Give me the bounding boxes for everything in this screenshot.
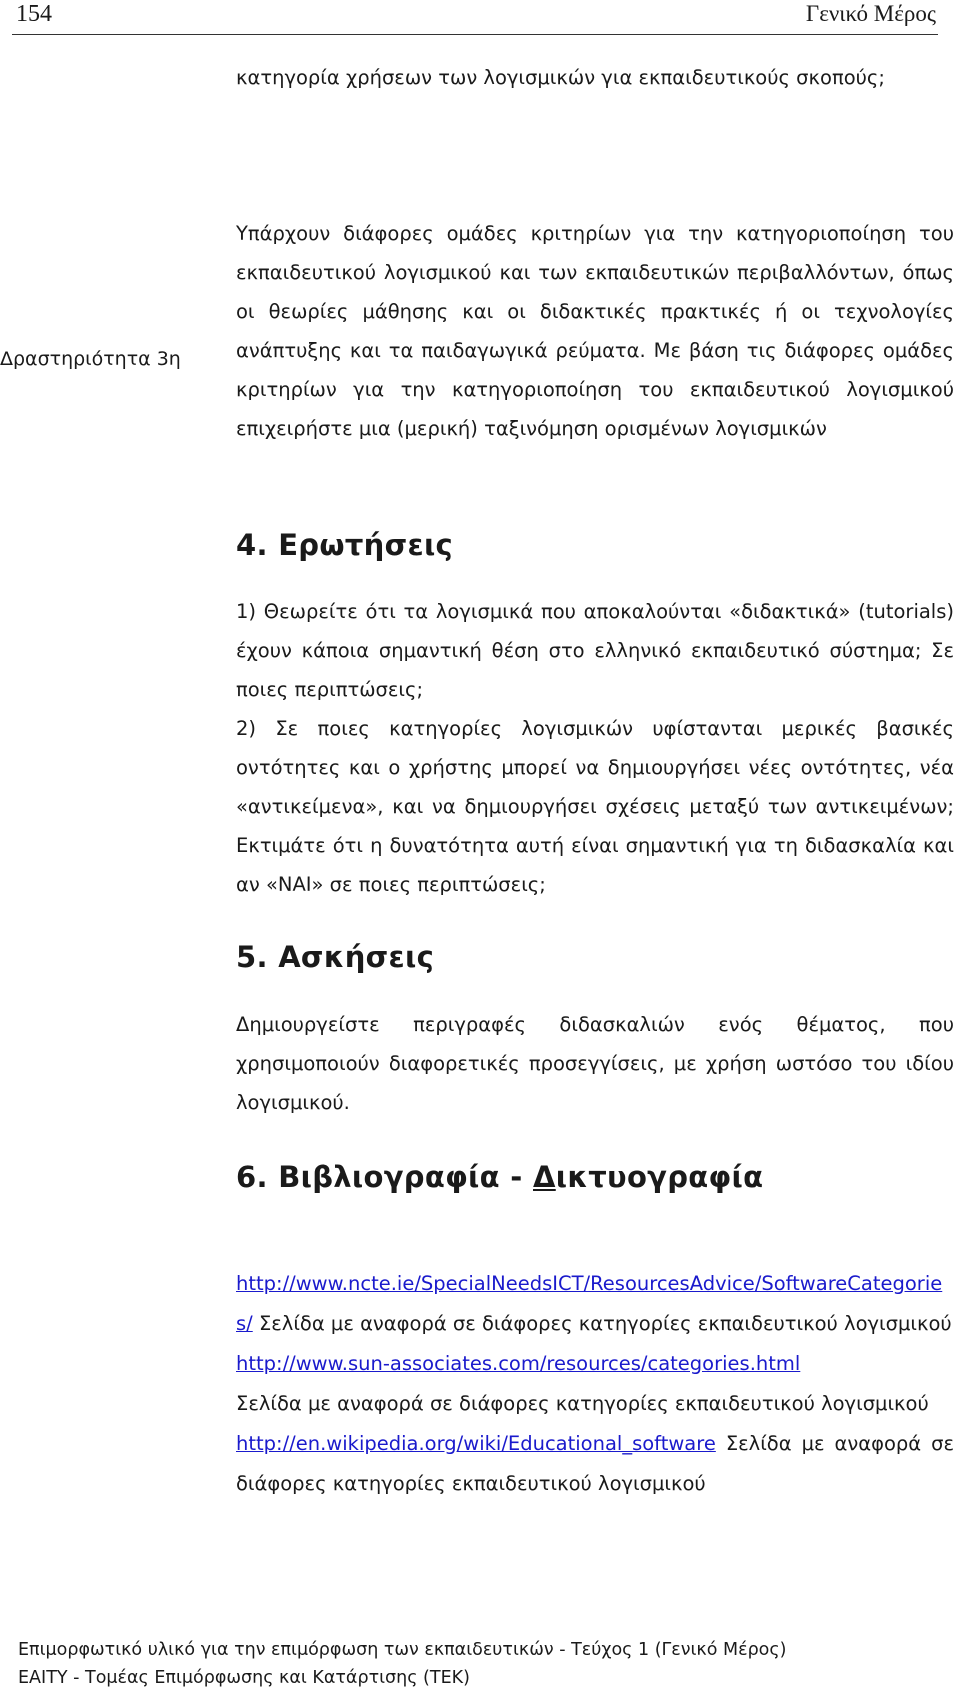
reference-link[interactable]: http://en.wikipedia.org/wiki/Educational_software <box>236 1432 716 1455</box>
section-name: Γενικό Μέρος <box>805 1 936 26</box>
exercises-heading: 5. Ασκήσεις <box>236 940 435 974</box>
bibliography-heading-d: Δ <box>533 1160 556 1194</box>
questions-heading: 4. Ερωτήσεις <box>236 528 454 562</box>
bibliography-heading <box>236 1160 763 1194</box>
question-2: 2) Σε ποιες κατηγορίες λογισμικών υφίστανται μερικές βασικές οντότητες και ο χρήστης μπορεί να δημιουργήσει νέες οντότητες, νέα «αντικείμενα», και να δημιουργήσει σχέσεις μεταξύ των αντικειμένων; Εκτιμάτε ότι η δυνατότητα αυτή είναι σημαντική για τη διδασκαλία και αν «ΝΑΙ» σε ποιες περιπτώσεις; <box>236 717 954 896</box>
reference-link[interactable]: http://www.ncte.ie/SpecialNeedsICT/ResourcesAdvice/SoftwareCategories/ <box>236 1272 943 1335</box>
exercises-paragraph: Δημιουργείστε περιγραφές διδασκαλιών ενός θέματος, που χρησιμοποιούν διαφορετικές προσεγγίσεις, με χρήση ωστόσο του ιδίου λογισμικού. <box>236 1013 954 1114</box>
question-1: 1) Θεωρείτε ότι τα λογισμικά που αποκαλούνται «διδακτικά» (tutorials) έχουν κάποια σημαντική θέση στο ελληνικό εκπαιδευτικό σύστημα; Σε ποιες περιπτώσεις; <box>236 600 954 701</box>
reference-description: Σελίδα με αναφορά σε διάφορες κατηγορίες εκπαιδευτικού λογισμικού <box>236 1432 954 1495</box>
reference-description: Σελίδα με αναφορά σε διάφορες κατηγορίες εκπαιδευτικού λογισμικού <box>236 1392 929 1415</box>
activity-block <box>236 214 954 448</box>
bibliography-list <box>236 1264 954 1504</box>
reference-item <box>236 1264 954 1344</box>
exercises-block <box>236 1005 954 1122</box>
reference-item <box>236 1344 954 1424</box>
footer-line-1: Επιμορφωτικό υλικό για την επιμόρφωση των εκπαιδευτικών - Τεύχος 1 (Γενικό Μέρος) <box>18 1640 787 1660</box>
page-header <box>12 0 938 35</box>
activity-paragraph: Υπάρχουν διάφορες ομάδες κριτηρίων για την κατηγοριοποίηση του εκπαιδευτικού λογισμικού και των εκπαιδευτικών περιβαλλόντων, όπως οι θεωρίες μάθησης και οι διδακτικές πρακτικές ή οι τεχνολογίες ανάπτυξης και τα παιδαγωγικά ρεύματα. Με βάση τις διάφορες ομάδες κριτηρίων για την κατηγοριοποίηση του εκπαιδευτικού λογισμικού επιχειρήστε μια (μερική) ταξινόμηση ορισμένων λογισμικών <box>236 222 954 440</box>
page-number: 154 <box>16 1 52 27</box>
intro-paragraph: κατηγορία χρήσεων των λογισμικών για εκπαιδευτικούς σκοπούς; <box>236 66 885 89</box>
reference-description: Σελίδα με αναφορά σε διάφορες κατηγορίες εκπαιδευτικού λογισμικού <box>258 1312 952 1335</box>
questions-block <box>236 592 954 904</box>
activity-label: Δραστηριότητα 3η <box>0 348 181 370</box>
intro-block <box>236 58 954 97</box>
bibliography-heading-rest: ικτυογραφία <box>555 1160 764 1194</box>
bibliography-heading-prefix: 6. Βιβλιογραφία - <box>236 1160 533 1194</box>
reference-item <box>236 1424 954 1504</box>
footer-line-2: ΕΑΙΤΥ - Τομέας Επιμόρφωσης και Κατάρτισης (ΤΕΚ) <box>18 1668 470 1688</box>
page-footer <box>18 1636 786 1692</box>
reference-link[interactable]: http://www.sun-associates.com/resources/categories.html <box>236 1352 801 1375</box>
